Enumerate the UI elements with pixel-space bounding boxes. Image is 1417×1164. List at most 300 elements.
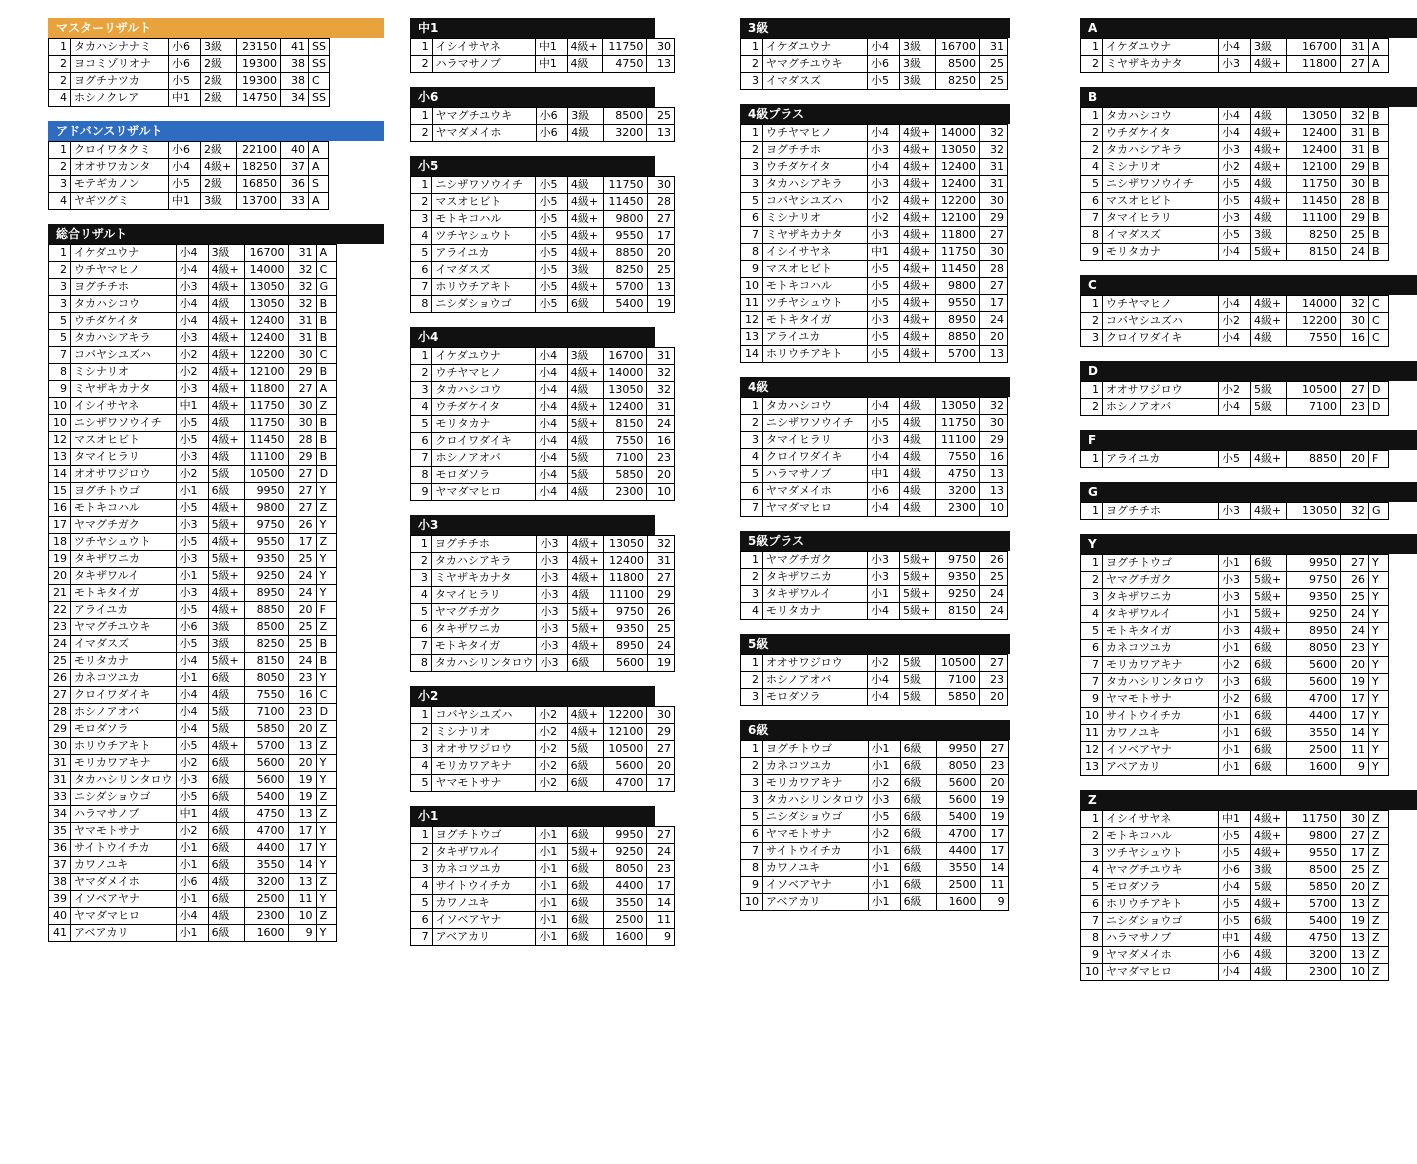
- cell-grade: 小1: [536, 929, 568, 946]
- table-row: [1081, 691, 1389, 708]
- cell-score: 14000: [603, 365, 647, 382]
- cell-pts: 24: [288, 568, 316, 585]
- cell-pts: 17: [980, 843, 1008, 860]
- table-row: [741, 56, 1008, 73]
- block-title-grade-sho4: 小4: [410, 327, 655, 347]
- cell-name: タキザワルイ: [432, 844, 536, 861]
- cell-rank: 20: [49, 568, 71, 585]
- cell-name: ヤマダメイホ: [1103, 947, 1219, 964]
- table-row: [49, 398, 337, 415]
- cell-class: 4級+: [1251, 313, 1287, 330]
- cell-pts: 29: [980, 432, 1008, 449]
- cell-rank: 9: [411, 484, 432, 501]
- cell-class: 4級+: [568, 570, 604, 587]
- cell-score: 2500: [244, 891, 288, 908]
- cell-pts: 14: [288, 857, 316, 874]
- table-row: [741, 449, 1008, 466]
- table-row: [1081, 930, 1389, 947]
- cell-rank: 7: [1081, 913, 1103, 930]
- result-block-class-3kyu: [740, 18, 1015, 90]
- cell-class: 3級: [208, 245, 244, 262]
- cell-tag: SS: [309, 56, 330, 73]
- cell-rank: 7: [411, 638, 432, 655]
- cell-rank: 13: [1081, 759, 1103, 776]
- cell-grade: 小3: [176, 772, 208, 789]
- cell-name: ニシダショウゴ: [763, 809, 869, 826]
- cell-name: ウチヤマヒノ: [71, 262, 177, 279]
- table-row: [741, 142, 1008, 159]
- block-title-team-y: Y: [1080, 534, 1417, 554]
- cell-class: 4級+: [900, 329, 936, 346]
- table-row: [411, 621, 675, 638]
- cell-score: 3200: [244, 874, 288, 891]
- cell-rank: 2: [411, 194, 432, 211]
- block-title-class-5kyu-plus: 5級プラス: [740, 531, 1010, 551]
- cell-pts: 32: [1341, 108, 1369, 125]
- cell-score: 5600: [604, 655, 648, 672]
- cell-class: 4級+: [1251, 125, 1287, 142]
- cell-pts: 10: [288, 908, 316, 925]
- cell-pts: 32: [647, 365, 675, 382]
- cell-pts: 32: [980, 398, 1008, 415]
- cell-rank: 10: [49, 415, 71, 432]
- cell-pts: 32: [288, 279, 316, 296]
- cell-class: 4級+: [1251, 896, 1287, 913]
- cell-class: 4級: [1251, 947, 1287, 964]
- table-row: [741, 312, 1008, 329]
- cell-pts: 25: [288, 551, 316, 568]
- cell-class: 4級+: [567, 194, 603, 211]
- cell-score: 3550: [603, 895, 647, 912]
- cell-grade: 小2: [176, 347, 208, 364]
- result-block-advance-result: [48, 121, 345, 210]
- table-row: [1081, 159, 1389, 176]
- cell-pts: 28: [1341, 193, 1369, 210]
- cell-tag: B: [1369, 159, 1389, 176]
- cell-pts: 23: [288, 704, 316, 721]
- cell-grade: 小4: [536, 416, 568, 433]
- table-row: [1081, 759, 1389, 776]
- cell-name: モロダソラ: [432, 467, 536, 484]
- cell-name: オオサワジロウ: [432, 741, 536, 758]
- cell-pts: 32: [1341, 296, 1369, 313]
- table-row: [411, 365, 675, 382]
- cell-score: 8850: [1287, 451, 1341, 468]
- cell-class: 4級+: [208, 313, 244, 330]
- cell-rank: 10: [741, 894, 763, 911]
- cell-rank: 7: [741, 500, 763, 517]
- cell-class: 5級: [567, 741, 603, 758]
- cell-name: ミヤザキカナタ: [1103, 56, 1219, 73]
- cell-class: 4級+: [1251, 296, 1287, 313]
- cell-class: 3級: [900, 39, 936, 56]
- cell-name: ヤマモトサナ: [432, 775, 536, 792]
- cell-rank: 5: [49, 330, 71, 347]
- cell-class: 5級+: [208, 653, 244, 670]
- block-title-grade-chu1: 中1: [410, 18, 655, 38]
- results-table-advance-result: [48, 141, 329, 210]
- cell-rank: 38: [49, 874, 71, 891]
- cell-score: 11750: [936, 244, 980, 261]
- cell-class: 4級+: [900, 227, 936, 244]
- cell-score: 9550: [936, 295, 980, 312]
- cell-tag: C: [1369, 296, 1389, 313]
- cell-name: モリカワアキナ: [71, 755, 177, 772]
- cell-rank: 40: [49, 908, 71, 925]
- cell-name: ウチヤマヒノ: [763, 125, 868, 142]
- cell-grade: 小4: [176, 296, 208, 313]
- cell-name: イソベアヤナ: [763, 877, 869, 894]
- cell-name: イシイサヤネ: [763, 244, 868, 261]
- block-title-class-6kyu: 6級: [740, 720, 1010, 740]
- cell-grade: 中1: [535, 56, 567, 73]
- table-row: [49, 159, 329, 176]
- cell-score: 5600: [244, 772, 288, 789]
- cell-name: モトキコハル: [432, 211, 536, 228]
- cell-name: ツチヤシュウト: [71, 534, 177, 551]
- cell-pts: 32: [288, 296, 316, 313]
- results-table-grade-sho3: [410, 535, 675, 672]
- cell-class: 4級: [208, 687, 244, 704]
- cell-class: 4級+: [208, 585, 244, 602]
- cell-score: 9550: [603, 228, 647, 245]
- cell-score: 11750: [603, 177, 647, 194]
- cell-score: 11750: [603, 39, 647, 56]
- cell-tag: Y: [316, 483, 336, 500]
- table-row: [741, 261, 1008, 278]
- cell-grade: 小4: [1219, 125, 1251, 142]
- cell-rank: 12: [49, 432, 71, 449]
- cell-name: ヤマダメイホ: [763, 483, 868, 500]
- cell-pts: 36: [281, 176, 309, 193]
- block-title-sogo-result: 総合リザルト: [48, 224, 384, 244]
- cell-rank: 3: [411, 861, 433, 878]
- results-table-team-a: [1080, 38, 1389, 73]
- table-row: [49, 381, 337, 398]
- cell-class: 6級: [208, 823, 244, 840]
- block-title-advance-result: アドバンスリザルト: [48, 121, 384, 141]
- cell-pts: 20: [1341, 451, 1369, 468]
- results-table-class-5kyu-plus: [740, 551, 1008, 620]
- cell-name: ミヤザキカナタ: [431, 570, 537, 587]
- cell-tag: Z: [316, 874, 336, 891]
- cell-class: 4級: [567, 484, 603, 501]
- cell-tag: Z: [316, 500, 336, 517]
- cell-score: 4700: [244, 823, 288, 840]
- cell-pts: 30: [288, 398, 316, 415]
- cell-grade: 小1: [176, 670, 208, 687]
- table-row: [411, 296, 675, 313]
- cell-name: アライユカ: [1103, 451, 1219, 468]
- table-row: [49, 245, 337, 262]
- block-title-grade-sho6: 小6: [410, 87, 655, 107]
- cell-grade: 小3: [176, 381, 208, 398]
- cell-grade: 小1: [536, 912, 568, 929]
- cell-pts: 27: [1341, 828, 1369, 845]
- cell-tag: Y: [1369, 691, 1389, 708]
- cell-pts: 13: [288, 874, 316, 891]
- cell-grade: 小4: [536, 348, 568, 365]
- cell-score: 11800: [244, 381, 288, 398]
- cell-class: 4級: [1251, 108, 1287, 125]
- cell-score: 5600: [244, 755, 288, 772]
- cell-pts: 29: [647, 724, 675, 741]
- cell-pts: 20: [1341, 657, 1369, 674]
- cell-score: 9350: [604, 621, 648, 638]
- cell-tag: A: [1369, 39, 1389, 56]
- cell-rank: 6: [1081, 193, 1103, 210]
- cell-rank: 9: [1081, 691, 1103, 708]
- cell-class: 5級+: [567, 416, 603, 433]
- table-row: [741, 603, 1008, 620]
- cell-score: 8150: [936, 603, 980, 620]
- cell-score: 3550: [1287, 725, 1341, 742]
- cell-pts: 10: [980, 500, 1008, 517]
- cell-grade: 小1: [868, 877, 900, 894]
- table-row: [741, 227, 1008, 244]
- cell-rank: 8: [411, 655, 432, 672]
- cell-grade: 小3: [1219, 142, 1251, 159]
- cell-name: タカハシリンタロウ: [763, 792, 869, 809]
- table-row: [1081, 142, 1389, 159]
- cell-rank: 4: [1081, 159, 1103, 176]
- result-block-grade-sho5: [410, 156, 675, 313]
- cell-rank: 34: [49, 806, 71, 823]
- cell-name: タキザワルイ: [71, 568, 177, 585]
- cell-tag: Y: [1369, 657, 1389, 674]
- table-row: [1081, 896, 1389, 913]
- cell-score: 12400: [603, 399, 647, 416]
- cell-rank: 8: [411, 296, 432, 313]
- cell-name: タカハシアキラ: [431, 553, 537, 570]
- cell-score: 14000: [1287, 296, 1341, 313]
- cell-pts: 25: [647, 262, 674, 279]
- cell-rank: 2: [1081, 313, 1103, 330]
- table-row: [1081, 244, 1389, 261]
- table-row: [411, 177, 675, 194]
- cell-name: モリタカナ: [71, 653, 177, 670]
- cell-class: 4級: [208, 874, 244, 891]
- cell-rank: 8: [1081, 930, 1103, 947]
- cell-class: 4級+: [567, 707, 603, 724]
- table-row: [411, 741, 675, 758]
- cell-rank: 29: [49, 721, 71, 738]
- cell-tag: Y: [1369, 708, 1389, 725]
- table-row: [411, 450, 675, 467]
- cell-name: ヤマダメイホ: [71, 874, 177, 891]
- cell-class: 5級+: [568, 621, 604, 638]
- table-row: [49, 279, 337, 296]
- cell-grade: 小3: [176, 279, 208, 296]
- cell-grade: 小5: [169, 176, 201, 193]
- cell-grade: 小3: [537, 604, 568, 621]
- table-row: [411, 382, 675, 399]
- cell-rank: 2: [1081, 828, 1103, 845]
- cell-grade: 小1: [1219, 708, 1251, 725]
- cell-class: 5級: [567, 450, 603, 467]
- table-row: [741, 39, 1008, 56]
- results-table-team-c: [1080, 295, 1389, 347]
- cell-pts: 30: [1341, 811, 1369, 828]
- cell-score: 12400: [244, 330, 288, 347]
- cell-pts: 31: [980, 176, 1008, 193]
- cell-score: 9800: [1287, 828, 1341, 845]
- table-row: [49, 330, 337, 347]
- cell-name: ヨグチチホ: [1103, 503, 1219, 520]
- cell-tag: B: [1369, 193, 1389, 210]
- cell-score: 9950: [1287, 555, 1341, 572]
- cell-pts: 23: [1341, 399, 1369, 416]
- cell-score: 13050: [1287, 503, 1341, 520]
- cell-name: タカハシアキラ: [763, 176, 868, 193]
- cell-class: 3級: [208, 636, 244, 653]
- cell-score: 4700: [603, 775, 647, 792]
- cell-tag: Y: [1369, 623, 1389, 640]
- table-row: [49, 704, 337, 721]
- cell-tag: Z: [316, 908, 336, 925]
- cell-name: モテギカノン: [71, 176, 169, 193]
- cell-pts: 16: [980, 449, 1008, 466]
- cell-pts: 27: [288, 500, 316, 517]
- table-row: [411, 484, 675, 501]
- cell-rank: 3: [49, 176, 71, 193]
- cell-grade: 小5: [1219, 451, 1251, 468]
- table-row: [49, 721, 337, 738]
- table-row: [411, 587, 675, 604]
- cell-grade: 小2: [176, 364, 208, 381]
- cell-grade: 中1: [169, 90, 201, 107]
- cell-rank: 41: [49, 925, 71, 942]
- cell-grade: 小4: [868, 159, 900, 176]
- cell-name: クロイワダイキ: [71, 687, 177, 704]
- cell-rank: 3: [49, 279, 71, 296]
- cell-class: 3級: [208, 619, 244, 636]
- cell-grade: 小4: [868, 500, 900, 517]
- cell-class: 6級: [208, 755, 244, 772]
- cell-rank: 2: [411, 365, 432, 382]
- cell-pts: 16: [647, 433, 675, 450]
- cell-score: 8150: [244, 653, 288, 670]
- cell-grade: 小3: [1219, 674, 1251, 691]
- cell-score: 19300: [237, 73, 281, 90]
- table-row: [411, 604, 675, 621]
- table-row: [49, 73, 330, 90]
- table-row: [411, 211, 675, 228]
- cell-tag: B: [316, 432, 336, 449]
- cell-pts: 9: [1341, 759, 1369, 776]
- table-row: [1081, 708, 1389, 725]
- cell-score: 4400: [244, 840, 288, 857]
- cell-rank: 24: [49, 636, 71, 653]
- cell-tag: Z: [316, 789, 336, 806]
- cell-name: ウチダケイタ: [763, 159, 868, 176]
- results-table-class-5kyu: [740, 654, 1008, 706]
- cell-tag: B: [316, 296, 336, 313]
- cell-tag: Z: [1369, 811, 1389, 828]
- cell-rank: 7: [741, 843, 763, 860]
- cell-pts: 32: [1341, 503, 1369, 520]
- cell-tag: Y: [316, 840, 336, 857]
- cell-grade: 小3: [1219, 503, 1251, 520]
- cell-grade: 小4: [868, 125, 900, 142]
- cell-pts: 23: [1341, 640, 1369, 657]
- cell-pts: 19: [980, 809, 1008, 826]
- cell-class: 5級: [1251, 399, 1287, 416]
- cell-class: 6級: [208, 772, 244, 789]
- cell-score: 2300: [603, 484, 647, 501]
- cell-grade: 小5: [176, 415, 208, 432]
- cell-grade: 小5: [868, 415, 900, 432]
- cell-grade: 小1: [176, 925, 208, 942]
- cell-grade: 小4: [536, 450, 568, 467]
- cell-class: 4級: [567, 433, 603, 450]
- table-row: [741, 125, 1008, 142]
- cell-score: 2300: [936, 500, 980, 517]
- table-row: [1081, 947, 1389, 964]
- cell-class: 5級+: [900, 603, 936, 620]
- table-row: [411, 467, 675, 484]
- cell-class: 5級: [208, 466, 244, 483]
- table-row: [411, 570, 675, 587]
- cell-tag: Z: [316, 398, 336, 415]
- cell-grade: 小2: [1219, 657, 1251, 674]
- cell-score: 12200: [603, 707, 647, 724]
- cell-pts: 27: [980, 278, 1008, 295]
- cell-pts: 27: [647, 827, 675, 844]
- table-row: [49, 891, 337, 908]
- cell-tag: Z: [316, 806, 336, 823]
- table-row: [1081, 640, 1389, 657]
- cell-pts: 17: [1341, 691, 1369, 708]
- cell-grade: 小3: [1219, 623, 1251, 640]
- table-row: [1081, 555, 1389, 572]
- cell-rank: 13: [741, 329, 763, 346]
- cell-tag: Y: [316, 772, 336, 789]
- cell-name: ニシザワソウイチ: [71, 415, 177, 432]
- cell-class: 6級: [1251, 725, 1287, 742]
- cell-name: タマイヒラリ: [1103, 210, 1219, 227]
- cell-pts: 30: [288, 415, 316, 432]
- cell-tag: D: [1369, 382, 1389, 399]
- cell-grade: 小3: [537, 536, 568, 553]
- cell-score: 10500: [603, 741, 647, 758]
- cell-pts: 28: [288, 432, 316, 449]
- cell-name: クロイワタクミ: [71, 142, 169, 159]
- cell-grade: 小6: [868, 56, 900, 73]
- cell-grade: 小1: [1219, 742, 1251, 759]
- cell-class: 4級+: [567, 399, 603, 416]
- table-row: [411, 245, 675, 262]
- cell-score: 8950: [936, 312, 980, 329]
- cell-tag: B: [1369, 227, 1389, 244]
- cell-grade: 小3: [537, 621, 568, 638]
- cell-pts: 26: [1341, 572, 1369, 589]
- cell-name: サイトウイチカ: [71, 840, 177, 857]
- results-table-class-3kyu: [740, 38, 1008, 90]
- cell-score: 5700: [603, 279, 647, 296]
- cell-score: 5400: [603, 296, 647, 313]
- cell-pts: 34: [281, 90, 309, 107]
- cell-score: 5600: [603, 758, 647, 775]
- cell-pts: 11: [288, 891, 316, 908]
- cell-name: カワノユキ: [71, 857, 177, 874]
- cell-name: ハラマサノブ: [432, 56, 535, 73]
- cell-class: 3級: [568, 108, 603, 125]
- results-table-grade-sho1: [410, 826, 675, 946]
- cell-grade: 小2: [868, 775, 900, 792]
- cell-class: 5級+: [567, 844, 603, 861]
- cell-rank: 2: [741, 415, 763, 432]
